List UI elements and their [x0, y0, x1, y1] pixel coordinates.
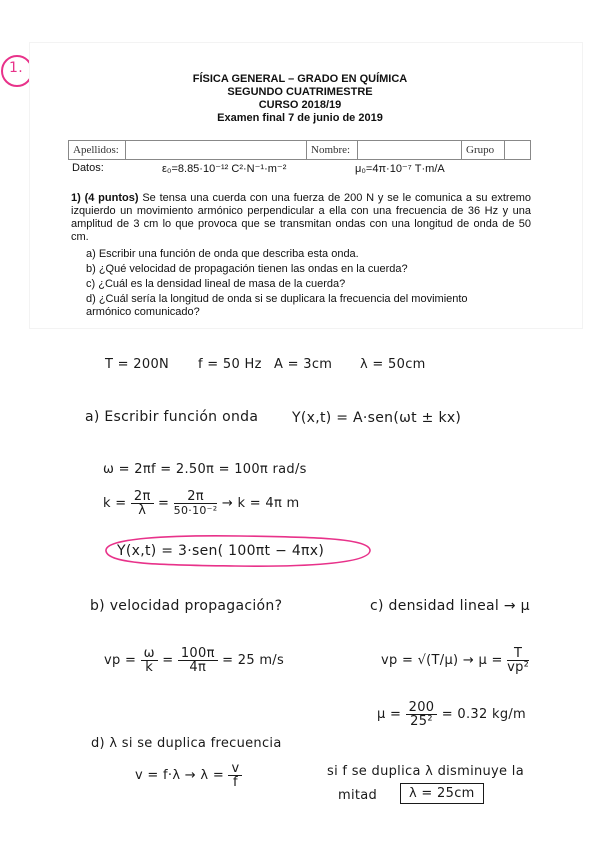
lambda-formula: v = f·λ → λ = $\frac{v}{f}$ [135, 762, 242, 789]
grupo-label: Grupo [462, 141, 505, 160]
question-item-a: a) Escribir una función de onda que describa esta onda. [86, 248, 359, 260]
k-fraction-1: $\frac{2\pi}{\lambda}$ [131, 490, 154, 517]
question-item-b: b) ¿Qué velocidad de propagación tienen las ondas en la cuerda? [86, 263, 408, 275]
wave-function-general: Y(x,t) = A·sen(ωt ± kx) [292, 410, 462, 426]
vp-fraction-2: $\frac{100\pi}{4\pi}$ [178, 647, 218, 674]
part-d-explanation-2: mitad [338, 788, 378, 803]
given-amplitude: A = 3cm [274, 357, 333, 372]
apellidos-label: Apellidos: [69, 141, 126, 160]
question-text: Se tensa una cuerda con una fuerza de 200 N y se le comunica a su extremo izquierdo un movimiento armónico perpendicular a ella con una frecuencia de 36 Hz y una amplitud de 3 cm lo que provoca que se transmitan ondas con una longitud de onda de 50 cm. [71, 192, 531, 243]
k-result: → k = 4π m [221, 496, 300, 511]
nombre-label: Nombre: [307, 141, 358, 160]
mu-fraction: $\frac{T}{\text{vp²}}$ [507, 646, 530, 675]
vp-result: = 25 m/s [222, 653, 285, 668]
lambda-fraction: $\frac{v}{f}$ [228, 762, 242, 789]
vp-calc: vp = $\frac{\omega}{k}$ = $\frac{100\pi}{4\pi}$ = 25 m/s [104, 646, 285, 675]
annotation-number: 1. [9, 60, 23, 76]
mu-formula: vp = √(T/μ) → μ = $\frac{T}{\text{vp²}}$ [381, 646, 530, 675]
header-course: CURSO 2018/19 [258, 99, 342, 111]
vp-fraction-1: $\frac{\omega}{k}$ [141, 647, 158, 674]
header-subject: FÍSICA GENERAL – GRADO EN QUÍMICA [192, 73, 408, 85]
mu-result: = 0.32 kg/m [441, 707, 527, 722]
datos-epsilon: ε₀=8.85·10⁻¹² C²·N⁻¹·m⁻² [162, 163, 287, 175]
given-frequency: f = 50 Hz [198, 357, 262, 372]
answer-a: Y(x,t) = 3·sen( 100πt − 4πx) [117, 543, 325, 559]
nombre-field[interactable] [358, 141, 462, 160]
given-tension: T = 200N [105, 357, 170, 372]
header-semester: SEGUNDO CUATRIMESTRE [227, 86, 373, 98]
part-c-title: c) densidad lineal → μ [370, 598, 530, 614]
part-d-title: d) λ si se duplica frecuencia [91, 736, 282, 751]
question-number: 1) (4 puntos) [71, 192, 139, 204]
question-item-d: d) ¿Cuál sería la longitud de onda si se duplicara la frecuencia del movimiento armónico comunicado? [86, 293, 468, 318]
k-lhs: k = [103, 496, 127, 511]
header-exam: Examen final 7 de junio de 2019 [217, 112, 383, 124]
datos-label: Datos: [72, 162, 104, 174]
grupo-field[interactable] [505, 141, 531, 160]
omega-calc: ω = 2πf = 2.50π = 100π rad/s [103, 462, 307, 477]
given-wavelength: λ = 50cm [360, 357, 426, 372]
mu-calc: μ = $\frac{200}{\text{25²}}$ = 0.32 kg/m [377, 700, 527, 729]
part-d-explanation: si f se duplica λ disminuye la [327, 764, 524, 779]
datos-mu: μ₀=4π·10⁻⁷ T·m/A [355, 163, 445, 175]
student-form [68, 140, 531, 160]
apellidos-field[interactable] [126, 141, 307, 160]
question-item-c: c) ¿Cuál es la densidad lineal de masa de la cuerda? [86, 278, 346, 290]
part-b-title: b) velocidad propagación? [90, 598, 283, 614]
k-calc: k = $\frac{2\pi}{\lambda}$ = $\frac{2\pi}{\text{50·10⁻²}}$ → k = 4π m [103, 489, 300, 518]
mu-calc-fraction: $\frac{200}{\text{25²}}$ [406, 701, 438, 728]
question-statement [71, 192, 531, 244]
answer-d-box: λ = 25cm [400, 783, 484, 804]
part-a-title: a) Escribir función onda [85, 409, 259, 425]
k-fraction-2: $\frac{2\pi}{\text{50·10⁻²}}$ [173, 489, 218, 517]
